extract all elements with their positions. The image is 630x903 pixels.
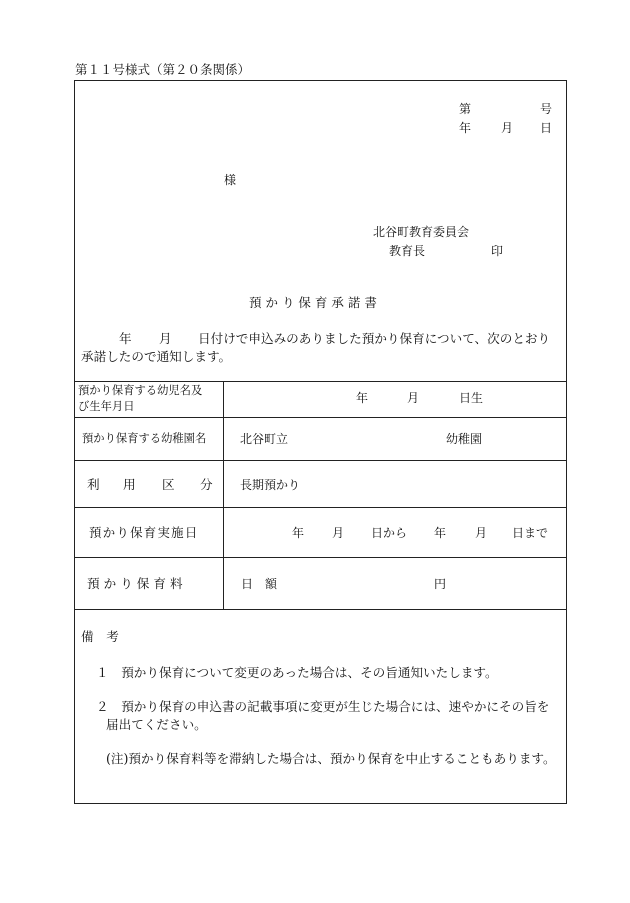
kindergarten-label: 預かり保育する幼稚園名 xyxy=(82,432,207,445)
intro-line1: 日付けで申込みのありました預かり保育について、次のとおり xyxy=(198,331,551,346)
issuer-organization: 北谷町教育委員会 xyxy=(373,225,470,239)
addressee-suffix: 様 xyxy=(224,173,237,187)
remark-caution-note: (注)預かり保育料等を滞納した場合は、預かり保育を中止することもあります。 xyxy=(106,751,556,766)
category-label-char-1: 利 xyxy=(87,477,100,492)
remark-note-2-line2: 届出てください。 xyxy=(106,717,207,732)
remarks-heading: 備 考 xyxy=(81,629,119,644)
date-month: 月 xyxy=(501,121,514,135)
period-from-year: 年 xyxy=(292,526,305,540)
doc-number-suffix: 号 xyxy=(540,102,553,116)
category-label-char-2: 用 xyxy=(123,477,136,492)
form-number-label: 第１１号様式（第２０条関係） xyxy=(75,62,251,77)
table-row-divider xyxy=(75,507,566,508)
table-bottom-border xyxy=(75,609,566,610)
remark-note-2-line1: ２ 預かり保育の申込書の記載事項に変更が生じた場合には、速やかにその旨を xyxy=(96,699,550,714)
table-row-divider xyxy=(75,557,566,558)
period-to-year: 年 xyxy=(434,526,447,540)
approval-form-frame xyxy=(74,80,567,804)
intro-line2: 承諾したので通知します。 xyxy=(81,349,232,364)
issuer-seal: 印 xyxy=(491,244,504,258)
period-to-month: 月 xyxy=(475,526,488,540)
child-name-label-line2: び生年月日 xyxy=(78,400,135,413)
birth-year: 年 xyxy=(356,391,369,405)
kindergarten-suffix: 幼稚園 xyxy=(446,432,483,446)
period-to-day: 日まで xyxy=(512,526,549,540)
issuer-title: 教育長 xyxy=(389,244,426,258)
date-day: 日 xyxy=(540,121,553,135)
birth-month: 月 xyxy=(407,391,420,405)
period-from-day: 日から xyxy=(371,526,408,540)
period-from-month: 月 xyxy=(332,526,345,540)
category-value: 長期預かり xyxy=(240,478,301,492)
document-title: 預 か り 保 育 承 諾 書 xyxy=(249,295,377,310)
intro-year: 年 xyxy=(119,331,132,346)
remark-note-1: １ 預かり保育について変更のあった場合は、その旨通知いたします。 xyxy=(96,665,498,680)
table-row-divider xyxy=(75,460,566,461)
table-column-divider xyxy=(223,381,224,609)
birth-day: 日生 xyxy=(459,391,484,405)
category-label-char-4: 分 xyxy=(200,477,213,492)
table-top-border xyxy=(75,381,566,382)
doc-number-prefix: 第 xyxy=(459,102,472,116)
table-row-divider xyxy=(75,417,566,418)
kindergarten-prefix: 北谷町立 xyxy=(240,432,289,446)
date-year: 年 xyxy=(459,121,472,135)
fee-unit: 円 xyxy=(434,577,447,591)
fee-daily-label: 日 額 xyxy=(241,577,278,591)
child-name-label-line1: 預かり保育する幼児名及 xyxy=(78,384,203,397)
fee-label: 預 か り 保 育 料 xyxy=(87,576,183,591)
period-label: 預かり保育実施日 xyxy=(89,525,199,540)
intro-month: 月 xyxy=(159,331,172,346)
category-label-char-3: 区 xyxy=(162,477,175,492)
